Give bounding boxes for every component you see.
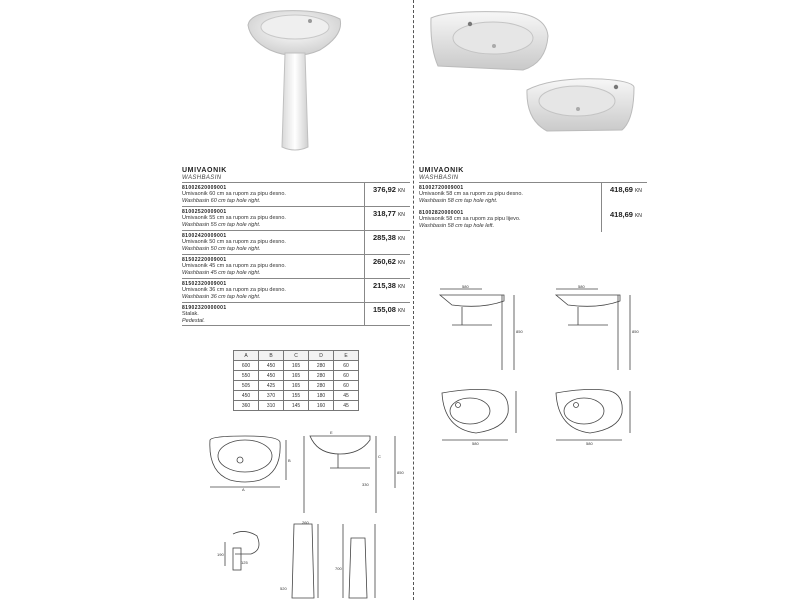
product-code: 81002420009001: [182, 233, 227, 239]
product-description-en: Washbasin 60 cm tap hole right.: [182, 198, 261, 204]
product-code: 81002820000001: [419, 210, 464, 216]
currency: KN: [397, 212, 405, 218]
product-row: [182, 182, 410, 206]
dim-cell: 450: [259, 371, 284, 381]
dim-label-d2: 850: [632, 329, 639, 334]
dim-cell: 505: [234, 381, 259, 391]
product-code: 81502220009001: [182, 257, 227, 263]
table-row: [234, 361, 359, 371]
product-price: 260,62: [373, 257, 396, 266]
left-section-title: UMIVAONIK: [182, 167, 227, 174]
currency: KN: [397, 284, 405, 290]
product-description: Umivaonik 50 cm sa rupom za pipu desno.: [182, 239, 286, 245]
column-divider: [413, 0, 414, 600]
product-description: Umivaonik 60 cm sa rupom za pipu desno.: [182, 191, 286, 197]
dimension-table-header: [234, 351, 359, 361]
dim-cell: 280: [309, 361, 334, 371]
product-price: 418,69: [610, 210, 633, 219]
dim-label-d5: 125: [241, 560, 248, 565]
dim-cell: 550: [234, 371, 259, 381]
dim-cell: 60: [334, 371, 359, 381]
drawing-top-view-right-2: [550, 385, 640, 445]
product-price: 285,38: [373, 233, 396, 242]
dim-label-d7: 190: [217, 552, 224, 557]
currency: KN: [634, 213, 642, 219]
corner-washbasin-photo-2: [522, 75, 637, 140]
dim-label-d3: 330: [362, 482, 369, 487]
dim-cell: 450: [259, 361, 284, 371]
product-code: 81002720009001: [419, 185, 464, 191]
dim-header: A: [234, 351, 259, 361]
dim-cell: 180: [309, 391, 334, 401]
dim-label-e: E: [330, 430, 333, 435]
product-code: 81002620009001: [182, 185, 227, 191]
dim-label-d1: 580: [578, 285, 585, 289]
dim-header: B: [259, 351, 284, 361]
currency: KN: [397, 188, 405, 194]
dim-label-d2: 850: [397, 470, 404, 475]
dim-cell: 280: [309, 371, 334, 381]
dim-header: D: [309, 351, 334, 361]
currency: KN: [397, 236, 405, 242]
dim-cell: 60: [334, 361, 359, 371]
drawing-siphon-left: [215, 522, 275, 577]
dim-cell: 45: [334, 391, 359, 401]
dim-cell: 600: [234, 361, 259, 371]
product-row: [419, 208, 647, 232]
product-description-en: Washbasin 45 cm tap hole right.: [182, 270, 261, 276]
right-section-title: UMIVAONIK: [419, 167, 464, 174]
washbasin-pedestal-photo: [240, 5, 350, 160]
product-description-en: Washbasin 58 cm tap hole right.: [419, 198, 498, 204]
drawing-top-view-right-1: [436, 385, 526, 445]
product-description-en: Washbasin 36 cm tap hole right.: [182, 294, 261, 300]
dim-cell: 165: [284, 371, 309, 381]
product-row: [182, 206, 410, 230]
dim-header: E: [334, 351, 359, 361]
drawing-pedestal-side: [333, 520, 388, 600]
product-description-en: Washbasin 50 cm tap hole right.: [182, 246, 261, 252]
left-price-table: [182, 182, 410, 326]
dim-cell: 370: [259, 391, 284, 401]
table-row: [234, 371, 359, 381]
product-row: [182, 278, 410, 302]
dim-label-b: B: [288, 458, 291, 463]
product-price: 155,08: [373, 305, 396, 314]
drawing-top-view-left: [200, 432, 295, 492]
product-description-en: Pedestal.: [182, 318, 205, 324]
dim-label-d4: 520: [280, 586, 287, 591]
dim-cell: 160: [309, 401, 334, 411]
table-row: [234, 391, 359, 401]
currency: KN: [397, 308, 405, 314]
right-section-subtitle: WASHBASIN: [419, 175, 459, 181]
right-price-table: [419, 182, 647, 232]
dim-label-a: A: [242, 487, 245, 492]
product-description: Umivaonik 58 cm sa rupom za pipu lijevo.: [419, 216, 521, 222]
product-row: [182, 230, 410, 254]
left-section-subtitle: WASHBASIN: [182, 175, 222, 181]
product-description-en: Washbasin 55 cm tap hole right.: [182, 222, 261, 228]
dimension-table: [233, 350, 359, 411]
dim-label-d1: 580: [462, 285, 469, 289]
product-price: 318,77: [373, 209, 396, 218]
dim-label-d1: 580: [472, 441, 479, 445]
product-code: 81502320009001: [182, 281, 227, 287]
product-price: 215,38: [373, 281, 396, 290]
corner-washbasin-photo-1: [428, 8, 553, 78]
dim-label-d6: 700: [335, 566, 342, 571]
table-row: [234, 401, 359, 411]
product-code: 81902320000001: [182, 305, 227, 311]
product-price: 376,92: [373, 185, 396, 194]
product-code: 81002520009001: [182, 209, 227, 215]
product-row: [419, 182, 647, 208]
currency: KN: [634, 188, 642, 194]
product-price: 418,69: [610, 185, 633, 194]
dim-cell: 310: [259, 401, 284, 411]
product-description: Umivaonik 45 cm sa rupom za pipu desno.: [182, 263, 286, 269]
product-description-en: Washbasin 58 cm tap hole left.: [419, 223, 495, 229]
dim-cell: 165: [284, 381, 309, 391]
product-description: Umivaonik 58 cm sa rupom za pipu desno.: [419, 191, 523, 197]
currency: KN: [397, 260, 405, 266]
dim-cell: 425: [259, 381, 284, 391]
dim-cell: 360: [234, 401, 259, 411]
product-row: [182, 254, 410, 278]
dim-cell: 155: [284, 391, 309, 401]
drawing-side-view-left: [300, 428, 410, 518]
drawing-side-view-right-1: [432, 285, 532, 375]
dim-label-d2: 850: [516, 329, 523, 334]
dim-label-d1: 580: [586, 441, 593, 445]
drawing-side-view-right-2: [548, 285, 648, 375]
dim-cell: 45: [334, 401, 359, 411]
dim-cell: 145: [284, 401, 309, 411]
dim-label-d8: 260: [302, 520, 309, 525]
product-row: [182, 302, 410, 326]
dim-cell: 450: [234, 391, 259, 401]
table-row: [234, 381, 359, 391]
dim-label-c: C: [378, 454, 381, 459]
product-description: Umivaonik 36 cm sa rupom za pipu desno.: [182, 287, 286, 293]
product-description: Umivaonik 55 cm sa rupom za pipu desno.: [182, 215, 286, 221]
dim-cell: 165: [284, 361, 309, 371]
product-description: Stalak.: [182, 311, 199, 317]
dim-cell: 60: [334, 381, 359, 391]
drawing-pedestal-front: [278, 520, 328, 600]
dim-header: C: [284, 351, 309, 361]
dim-cell: 280: [309, 381, 334, 391]
